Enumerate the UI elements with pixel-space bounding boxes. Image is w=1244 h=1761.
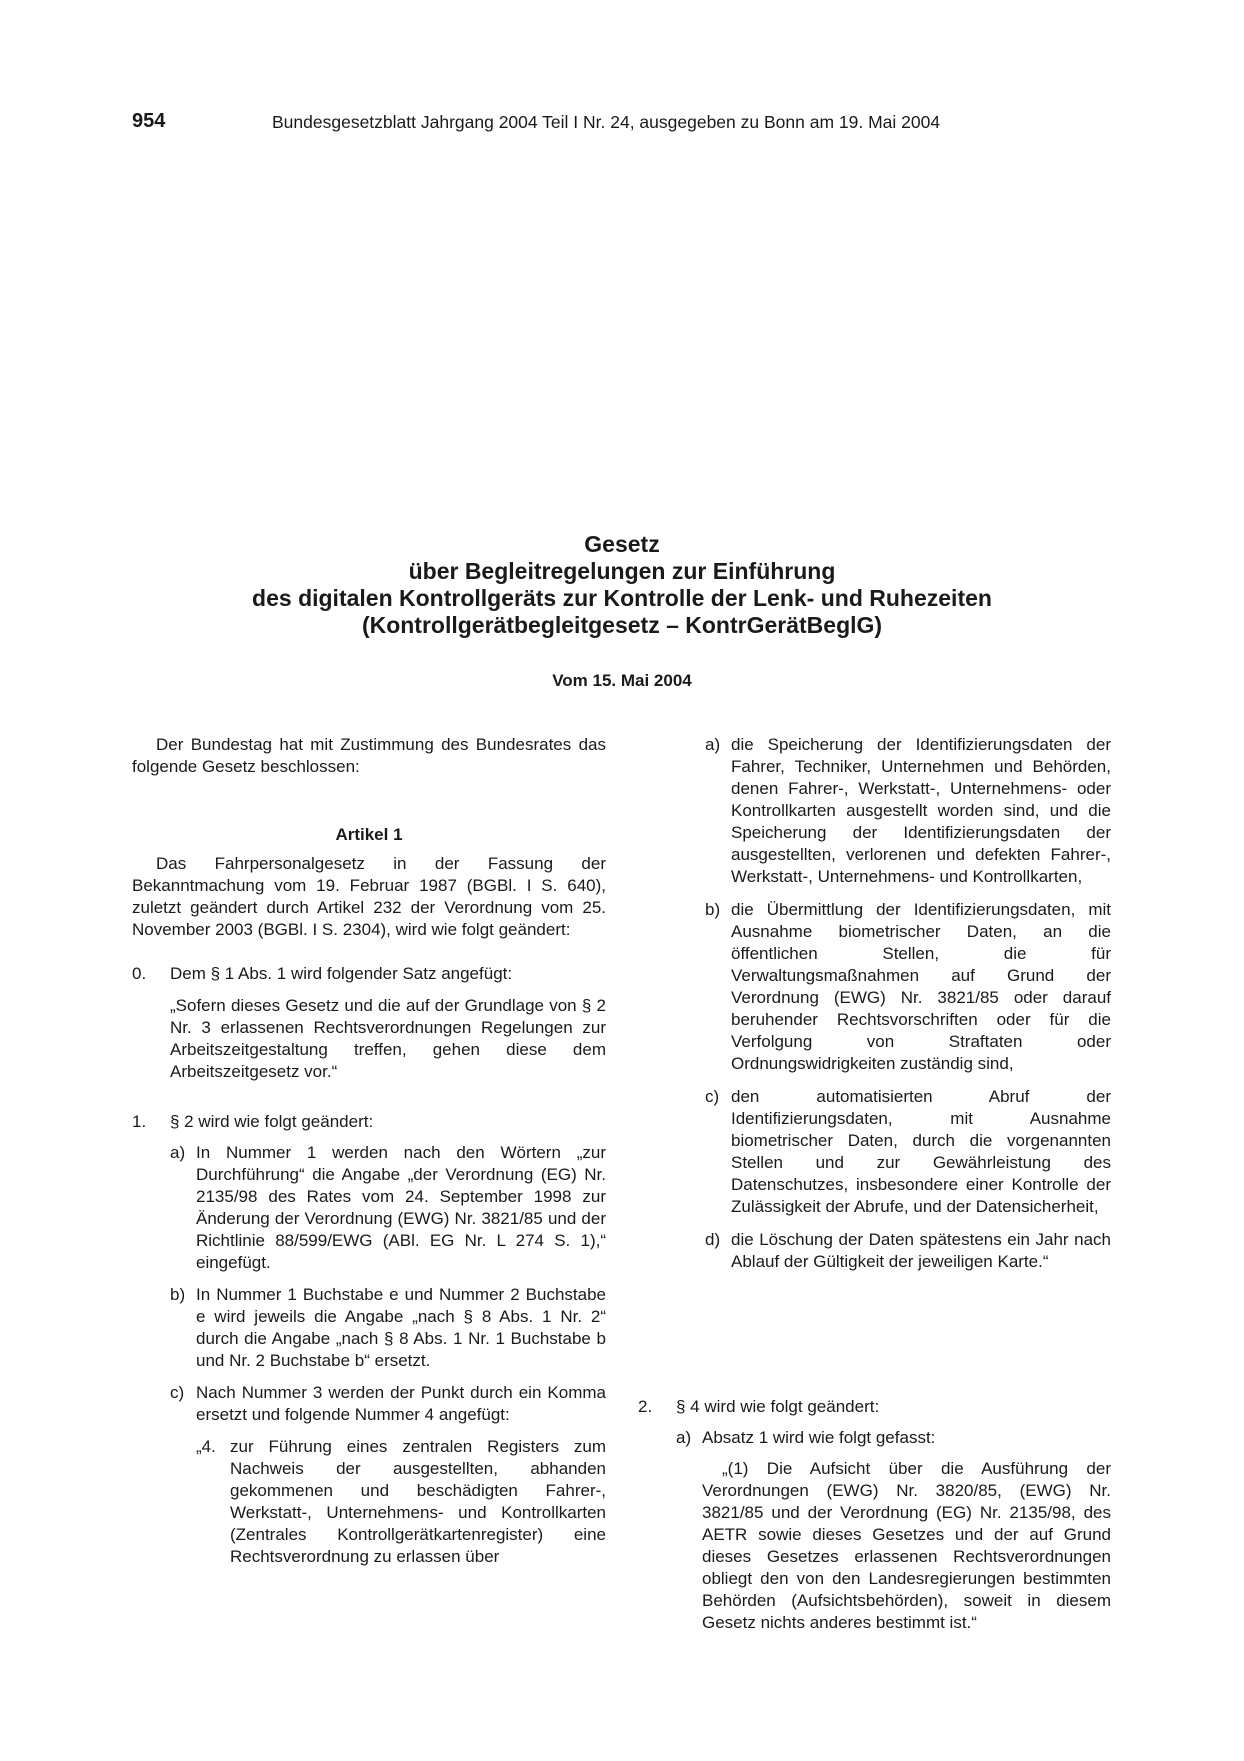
list-item-0 <box>132 963 606 1083</box>
law-date: Vom 15. Mai 2004 <box>552 671 692 690</box>
preamble: Der Bundestag hat mit Zustimmung des Bundesrates das folgende Gesetz beschlossen: <box>132 735 606 776</box>
item-number: 1. <box>132 1112 147 1131</box>
sub-item-text: In Nummer 1 Buchstabe e und Nummer 2 Buchstabe e wird jeweils die Angabe „nach § 8 Abs. 1 Nr. 2“ durch die Angabe „nach § 8 Abs. 1 Nr. 1 Buchstabe b und Nr. 2 Buchstabe b“ ersetzt. <box>196 1285 606 1370</box>
list-item-1 <box>132 1111 606 1133</box>
item-quote: „Sofern dieses Gesetz und die auf der Grundlage von § 2 Nr. 3 erlassenen Rechtsverordnungen Regelungen zur Arbeitszeitgestaltung treffen, gehen diese dem Arbeitszeitgesetz vor.“ <box>170 996 606 1081</box>
item-text: § 4 wird wie folgt geändert: <box>676 1397 880 1416</box>
title-line-1: Gesetz <box>584 531 660 557</box>
page-header <box>132 110 1112 138</box>
law-title <box>0 531 1244 639</box>
right-column-item-2 <box>638 1396 1111 1634</box>
sub-item-mark: c) <box>170 1383 185 1402</box>
page-number: 954 <box>132 110 166 132</box>
sub-item-mark: d) <box>705 1230 721 1249</box>
item-text: Dem § 1 Abs. 1 wird folgender Satz angefügt: <box>170 964 513 983</box>
sub-item-mark: a) <box>170 1143 186 1162</box>
right-column-list <box>705 734 1111 1273</box>
register-item-c <box>705 1086 1111 1218</box>
title-line-3: des digitalen Kontrollgeräts zur Kontrolle der Lenk- und Ruhezeiten <box>252 585 992 611</box>
sub-item-mark: c) <box>705 1087 720 1106</box>
sub-item-mark: b) <box>705 900 721 919</box>
list-item-2 <box>638 1396 1111 1418</box>
article-intro: Das Fahrpersonalgesetz in der Fassung der Bekanntmachung vom 19. Februar 1987 (BGBl. I S. 640), zuletzt geändert durch Artikel 232 der Verordnung vom 25. November 2003 (BGBl. I S. 2304), wird wie folgt geändert: <box>132 854 606 939</box>
sub-item-text: Absatz 1 wird wie folgt gefasst: <box>702 1428 936 1447</box>
item-number: 2. <box>638 1397 653 1416</box>
sub-item-1b <box>170 1284 606 1372</box>
item-text: § 2 wird wie folgt geändert: <box>170 1112 374 1131</box>
sub-item-text: die Speicherung der Identifizierungsdaten der Fahrer, Techniker, Unternehmen und Behörden, denen Fahrer-, Werkstatt-, Unternehmens- oder Kontrollkarten ausgestellt worden sind, und die Speicherung der Identifizierungsdaten der ausgestellten, verlorenen und defekten Fahrer-, Werkstatt-, Unternehmens- und Kontrollkarten, <box>731 735 1111 886</box>
sub-item-1a <box>170 1142 606 1274</box>
sub-item-text: den automatisierten Abruf der Identifizierungsdaten, mit Ausnahme biometrischer Daten, durch die vorgenannten Stellen und zur Gewährleistung des Datenschutzes, insbesondere einer Kontrolle der Zulässigkeit der Abrufe, und der Datensicherheit, <box>731 1087 1111 1216</box>
item-number: 0. <box>132 964 147 983</box>
sub-item-text: In Nummer 1 werden nach den Wörtern „zur Durchführung“ die Angabe „der Verordnung (EG) Nr. 2135/98 des Rates vom 24. September 1998 zur Änderung der Verordnung (EWG) Nr. 3821/85 und der Richtlinie 88/599/EWG (ABl. EG Nr. L 274 S. 1),“ eingefügt. <box>196 1143 606 1272</box>
item-quote: „(1) Die Aufsicht über die Ausführung der Verordnungen (EWG) Nr. 3820/85, (EWG) Nr. 3821/85 und der Verordnung (EG) Nr. 2135/98, des AETR sowie dieses Gesetzes und der auf Grund dieses Gesetzes erlassenen Rechtsverordnungen obliegt den von den Landesregierungen bestimmten Behörden (Aufsichtsbehörden), soweit in diesem Gesetz nichts anderes bestimmt ist.“ <box>702 1459 1111 1632</box>
register-item-a <box>705 734 1111 888</box>
sub-item-text: die Löschung der Daten spätestens ein Jahr nach Ablauf der Gültigkeit der jeweiligen Karte.“ <box>731 1230 1111 1271</box>
left-column <box>132 734 606 1568</box>
sub-item-mark: a) <box>705 735 721 754</box>
sub-item-text: zur Führung eines zentralen Registers zum Nachweis der ausgestellten, abhanden gekommenen und beschädigten Fahrer-, Werkstatt-, Unternehmens- und Kontrollkarten (Zentrales Kontrollgerätkartenregister) eine Rechtsverordnung zu erlassen über <box>230 1437 606 1566</box>
running-head: Bundesgesetzblatt Jahrgang 2004 Teil I Nr. 24, ausgegeben zu Bonn am 19. Mai 2004 <box>272 112 941 132</box>
sub-item-mark: „4. <box>196 1437 216 1456</box>
register-item-d <box>705 1229 1111 1273</box>
title-line-2: über Begleitregelungen zur Einführung <box>408 558 836 584</box>
sub-item-1c <box>170 1382 606 1426</box>
sub-item-text: Nach Nummer 3 werden der Punkt durch ein Komma ersetzt und folgende Nummer 4 angefügt: <box>196 1383 606 1424</box>
sub-item-2a <box>676 1427 1111 1449</box>
sub-item-mark: a) <box>676 1428 692 1447</box>
sub-item-text: die Übermittlung der Identifizierungsdaten, mit Ausnahme biometrischer Daten, an die öffentlichen Stellen, die für Verwaltungsmaßnahmen auf Grund der Verordnung (EWG) Nr. 3821/85 oder darauf beruhender Rechtsvorschriften oder für die Verfolgung von Straftaten oder Ordnungswidrigkeiten zuständig sind, <box>731 900 1111 1073</box>
sub-item-mark: b) <box>170 1285 186 1304</box>
register-item-b <box>705 899 1111 1075</box>
title-line-4: (Kontrollgerätbegleitgesetz – KontrGerätBeglG) <box>361 612 883 638</box>
sub-item-1c-4 <box>196 1436 606 1568</box>
article-heading: Artikel 1 <box>335 825 403 844</box>
